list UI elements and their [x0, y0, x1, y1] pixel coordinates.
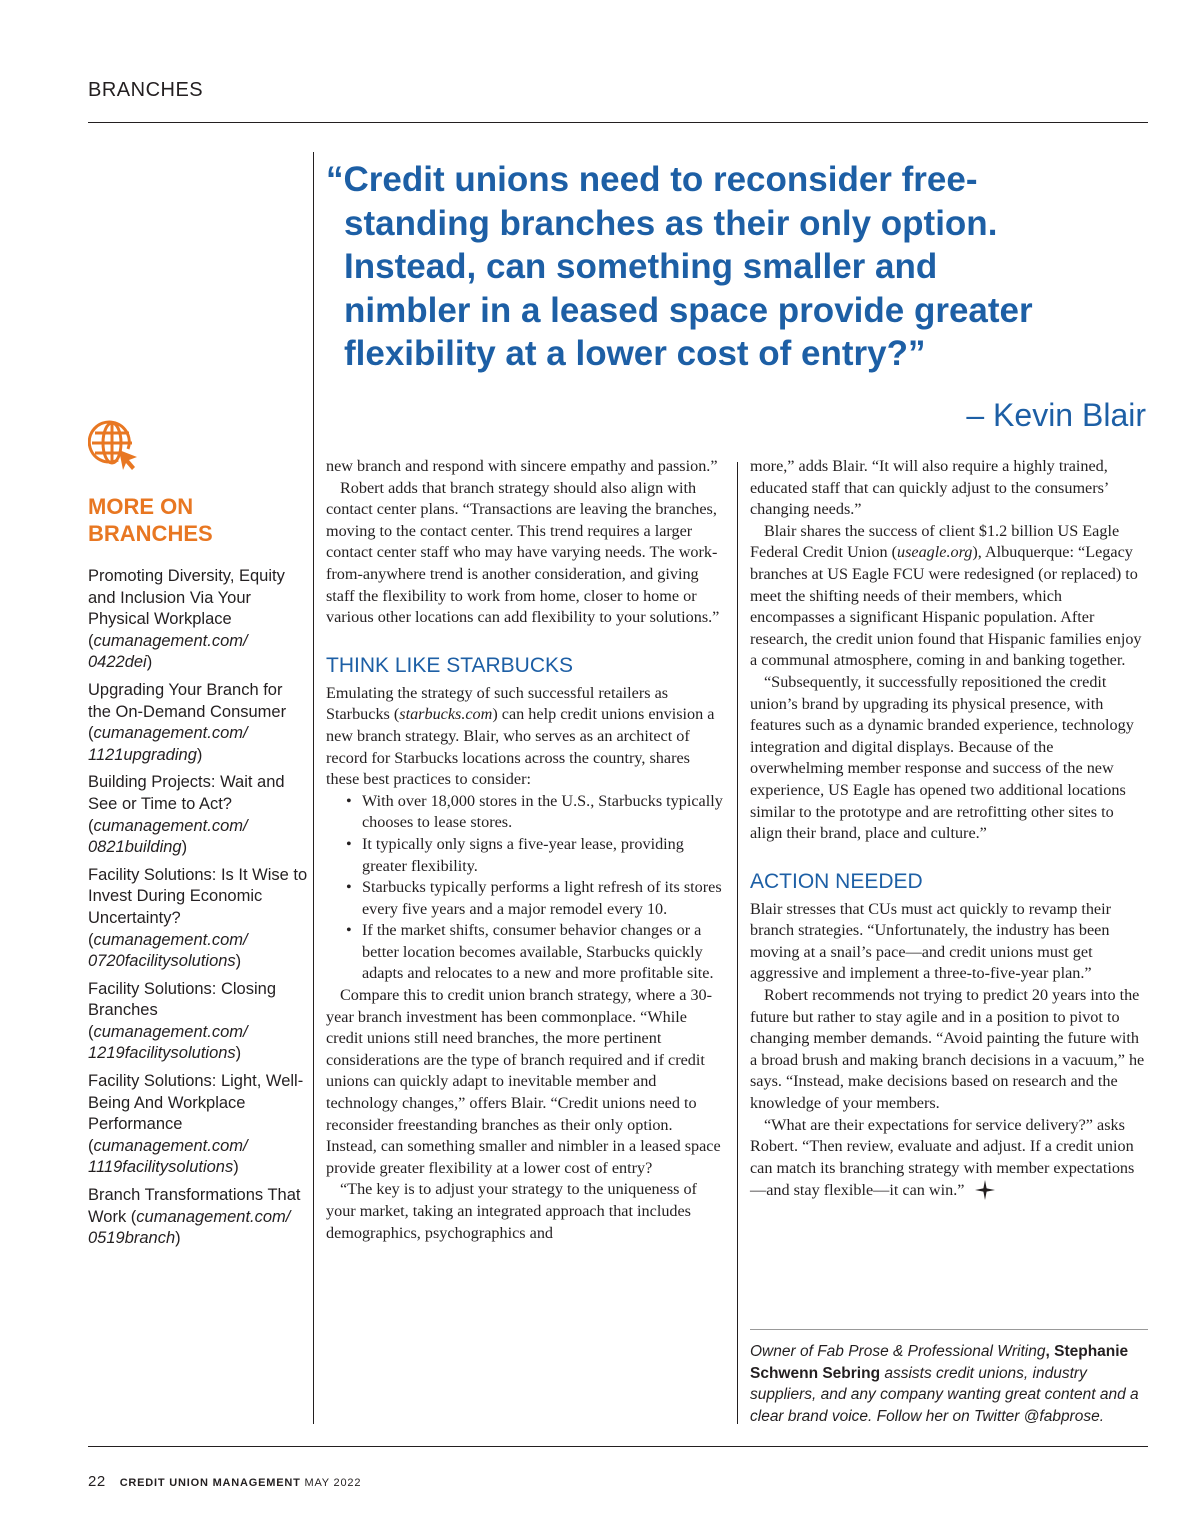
related-link-title: Facility Solutions: Is It Wise to Invest During Economic Uncertainty?: [88, 865, 308, 927]
publication-name: CREDIT UNION MANAGEMENT: [119, 1477, 301, 1489]
pull-quote-line: standing branches as their only option.: [344, 203, 998, 243]
article-paragraph: Compare this to credit union branch strategy, where a 30-year branch investment has been commonplace. “While credit unions still need branches, the more pertinent considerations are the type of branch required and if credit unions can quickly adapt to inevitable member and technology changes,” offers Blair. “Credit unions need to reconsider freestanding branches as their only option. Instead, can something smaller and nimbler in a leased space provide greater flexibility at a lower cost of entry?: [326, 986, 721, 1177]
related-link-open: (: [88, 1022, 94, 1041]
related-link-open: (: [88, 816, 94, 835]
sparkle-end-icon: [974, 1179, 996, 1201]
more-on-heading-line: BRANCHES: [88, 521, 213, 546]
article-paragraph: [750, 1115, 1148, 1202]
page-number: 22: [88, 1473, 106, 1490]
sidebar-column-divider: [313, 152, 314, 1424]
related-link-title: Promoting Diversity, Equity and Inclusion Via Your Physical Workplace: [88, 567, 285, 629]
article-paragraph: [750, 521, 1148, 672]
related-link[interactable]: [88, 680, 308, 766]
related-link-title: Facility Solutions: Closing Branches: [88, 979, 276, 1020]
page-footer: [88, 1473, 361, 1490]
top-divider: [88, 122, 1148, 123]
related-link-url[interactable]: cumanagement.com/ 0422dei: [88, 631, 248, 672]
bio-suffix: assists credit unions, industry suppliers, and any company wanting great content and a clear brand voice. Follow her on Twitter @fabprose.: [750, 1364, 1139, 1425]
related-link[interactable]: [88, 979, 308, 1065]
related-link-open: (: [88, 724, 94, 743]
related-link-url[interactable]: cumanagement.com/ 0821building: [88, 816, 248, 857]
pull-quote-line: “Credit unions need to reconsider free-: [326, 160, 978, 199]
related-link[interactable]: [88, 865, 308, 973]
list-item: • Starbucks typically performs a light refresh of its stores every five years and a major remodel every 10.: [346, 877, 724, 920]
pull-quote: [326, 158, 1146, 376]
related-link-close: ): [233, 1158, 239, 1177]
article-column-left: [326, 456, 724, 1244]
related-link[interactable]: [88, 1071, 308, 1179]
pull-quote-line: flexibility at a lower cost of entry?”: [344, 334, 926, 373]
pull-quote-line: Instead, can something smaller and: [344, 247, 938, 286]
related-link-url[interactable]: cumanagement.com/ 1121upgrading: [88, 724, 248, 764]
list-item: • If the market shifts, consumer behavior changes or a better location becomes available, Starbucks quickly adapts and relocates to a new and more profitable site.: [346, 920, 724, 985]
related-link-title: Branch Transformations That Work: [88, 1186, 301, 1226]
issue-date: MAY 2022: [304, 1477, 362, 1489]
starbucks-link[interactable]: starbucks.com: [399, 705, 493, 724]
article-paragraph: new branch and respond with sincere empathy and passion.”: [326, 457, 718, 475]
subheading-action-needed: ACTION NEEDED: [750, 869, 923, 893]
article-paragraph: Robert adds that branch strategy should also align with contact center plans. “Transactions are leaving the branches, moving to the contact center. This trend requires a larger contact center staff who may have varying needs. The work-from-anywhere trend is another consideration, and giving staff the flexibility to work from home, closer to home or various other locations can add flexibility to your solutions.”: [326, 478, 720, 627]
more-on-heading-line: MORE ON: [88, 494, 194, 519]
bio-prefix: Owner of Fab Prose & Professional Writing: [750, 1343, 1046, 1360]
bio-divider: [750, 1329, 1148, 1330]
text-run: “What are their expectations for service delivery?” asks Robert. “Then review, evaluate and adjust. If a credit union can match its branching strategy with member expectations—and stay flexible—it can win.”: [750, 1115, 1135, 1200]
related-link-url[interactable]: cumanagement.com/ 1219facilitysolutions: [88, 1022, 248, 1063]
related-link-close: ): [235, 952, 242, 971]
article-paragraph: “The key is to adjust your strategy to the uniqueness of your market, taking an integrated approach that includes demographics, psychographics and: [326, 1180, 697, 1242]
related-link-url[interactable]: cumanagement.com/ 1119facilitysolutions: [88, 1136, 248, 1177]
article-paragraph: Blair stresses that CUs must act quickly to revamp their branch strategies. “Unfortunately, the industry has been moving at a snail’s pace—and credit unions must get aggressive and implement a three-to-five-year plan.”: [750, 899, 1112, 983]
related-link[interactable]: [88, 1185, 308, 1250]
article-column-divider: [737, 462, 738, 1424]
related-link-title: Building Projects: Wait and See or Time to Act?: [88, 773, 285, 813]
article-paragraph: Robert recommends not trying to predict 20 years into the future but rather to stay agile and in a position to pivot to changing member demands. “Avoid painting the future with a broad brush and making branch decisions in a vacuum,” he says. “Instead, make decisions based on research and the knowledge of your members.: [750, 986, 1145, 1113]
article-paragraph: “Subsequently, it successfully repositioned the credit union’s brand by upgrading its physical presence, with features such as a dynamic branded experience, technology integration and digital displays. Because of the overwhelming member response and success of the new experience, US Eagle has opened two additional locations similar to the prototype and are retrofitting other sites to align their brand, place and culture.”: [750, 672, 1134, 843]
related-link[interactable]: [88, 566, 308, 674]
text-run: Blair shares the success of client $1.2 billion US Eagle Federal Credit Union (: [750, 521, 1120, 562]
text-run: Emulating the strategy of such successful retailers as Starbucks (: [326, 683, 669, 724]
useagle-link[interactable]: useagle.org: [897, 543, 973, 562]
list-item: • With over 18,000 stores in the U.S., Starbucks typically chooses to lease stores.: [346, 791, 724, 834]
related-link-close: ): [146, 653, 153, 672]
related-link-title: Upgrading Your Branch for the On-Demand Consumer: [88, 680, 287, 721]
more-on-heading: [88, 493, 298, 547]
article-paragraph: [326, 683, 724, 791]
bio-comma: ,: [1045, 1343, 1055, 1360]
related-link-open: (: [88, 631, 94, 650]
related-link-close: ): [175, 1229, 181, 1248]
bottom-divider: [88, 1446, 1148, 1447]
related-link-close: ): [196, 745, 203, 764]
related-link-close: ): [235, 1044, 242, 1063]
article-paragraph: more,” adds Blair. “It will also require a highly trained, educated staff that can quickly adjust to the consumers’ changing needs.”: [750, 457, 1109, 519]
subheading-starbucks: THINK LIKE STARBUCKS: [326, 653, 573, 677]
globe-cursor-icon: [88, 419, 140, 471]
list-item: • It typically only signs a five-year lease, providing greater flexibility.: [346, 834, 724, 877]
article-column-right: [750, 456, 1148, 1202]
pull-quote-attribution: – Kevin Blair: [966, 397, 1146, 433]
related-link-title: Facility Solutions: Light, Well-Being And Workplace Performance: [88, 1072, 304, 1134]
related-link-url[interactable]: cumanagement.com/ 0519branch: [88, 1207, 291, 1248]
related-link-url[interactable]: cumanagement.com/ 0720facilitysolutions: [88, 930, 248, 971]
author-name: Stephanie Schwenn Sebring: [750, 1343, 1129, 1382]
section-label: BRANCHES: [88, 79, 204, 101]
related-links-list: [88, 566, 308, 1256]
text-run: ) can help credit unions envision a new branch strategy. Blair, who serves as an architect of record for Starbucks locations across the country, shares these best practices to consider:: [326, 705, 715, 789]
related-link-open: (: [130, 1207, 137, 1226]
author-bio: [750, 1341, 1148, 1427]
related-link-close: ): [181, 838, 188, 857]
pull-quote-line: nimbler in a leased space provide greater: [344, 290, 1033, 330]
text-run: ), Albuquerque: “Legacy branches at US Eagle FCU were redesigned (or replaced) to meet the shifting needs of their members, which encompasses a significant Hispanic population. After research, the credit union found that Hispanic families enjoy a communal atmosphere, coming in and banking together.: [750, 543, 1142, 670]
related-link[interactable]: [88, 772, 308, 858]
related-link-open: (: [88, 1136, 94, 1155]
best-practices-list: [326, 791, 724, 985]
related-link-open: (: [88, 930, 94, 949]
